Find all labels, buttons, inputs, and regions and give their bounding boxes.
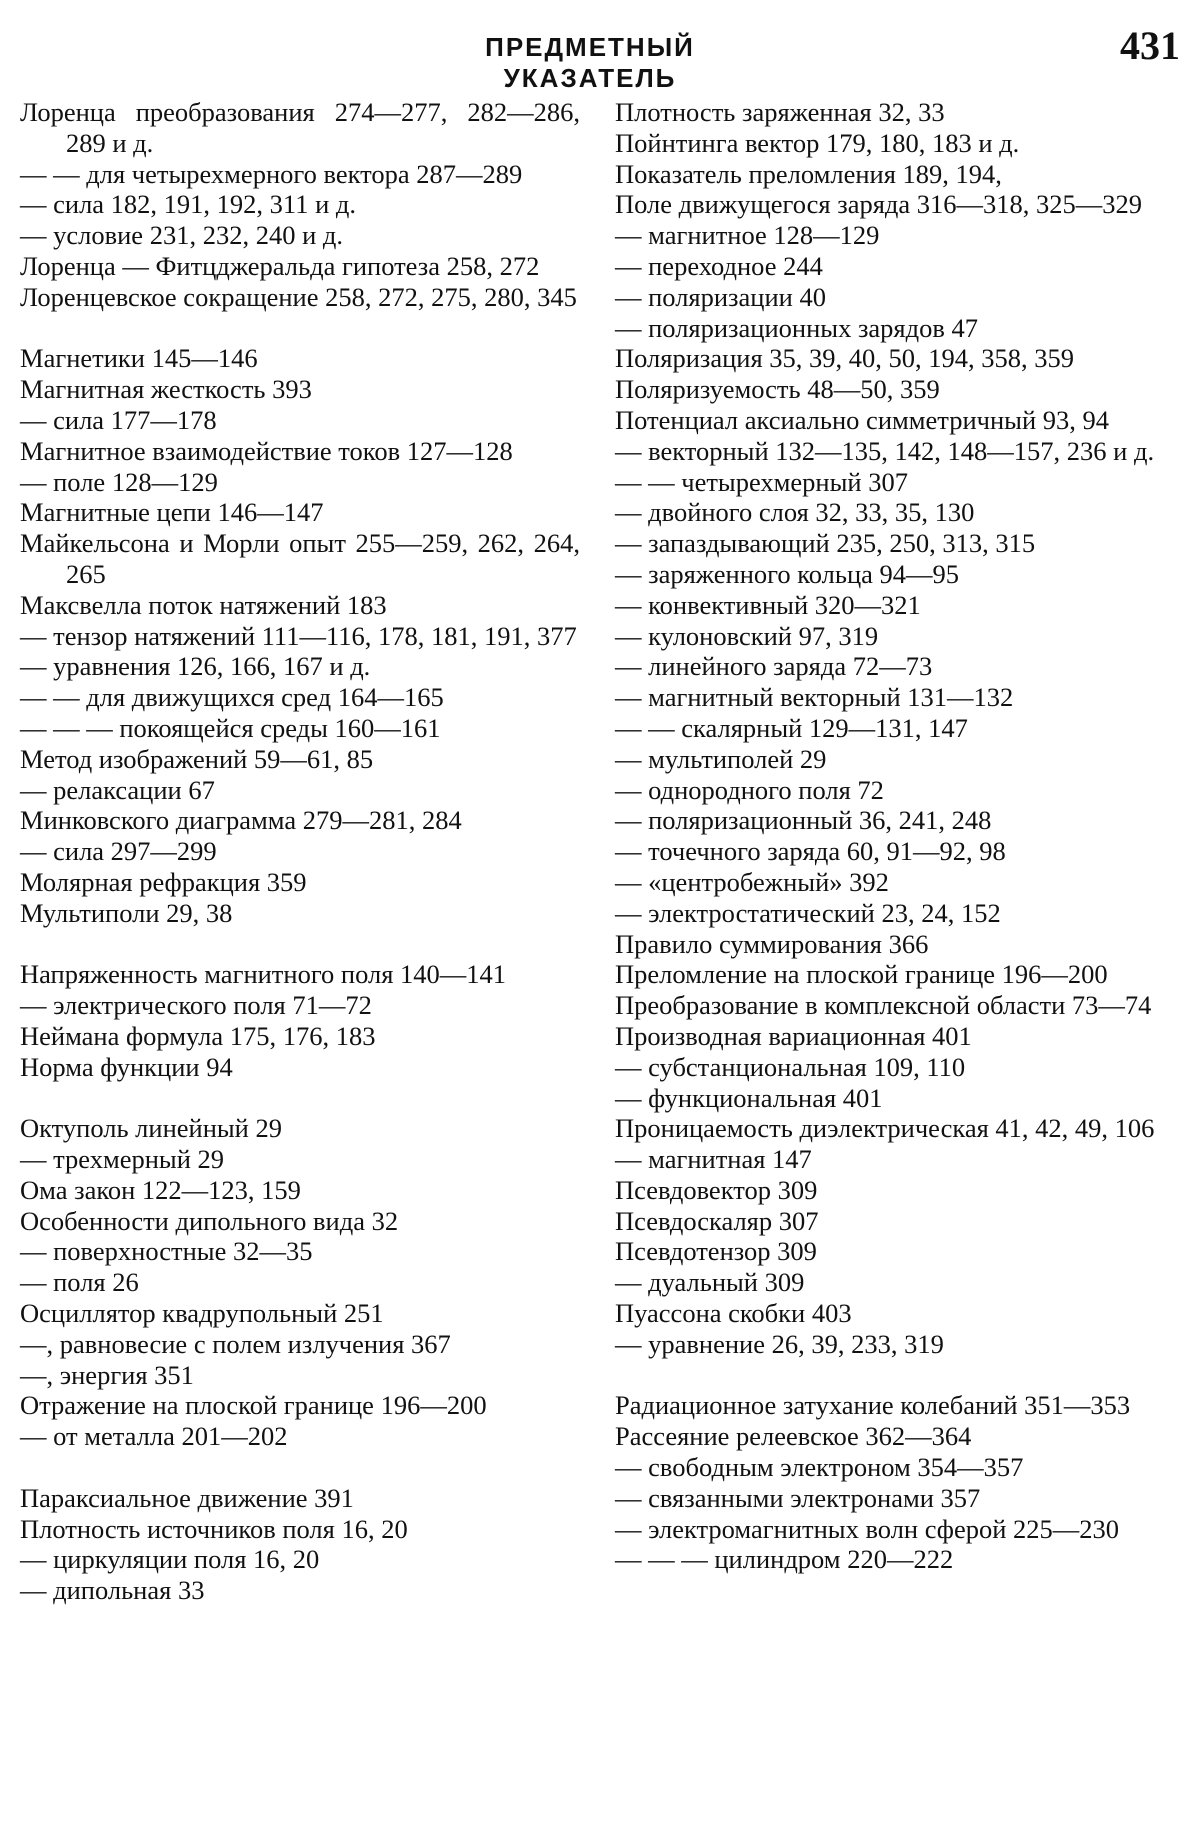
index-entry: — линейного заряда 72—73	[615, 651, 933, 682]
index-entry: —, энергия 351	[20, 1359, 194, 1390]
index-entry: — сила 177—178	[20, 404, 217, 435]
index-entry: Поле движущегося заряда 316—318, 325—329	[615, 189, 1143, 220]
index-gap	[20, 1083, 580, 1114]
index-entry: — двойного слоя 32, 33, 35, 130	[615, 497, 975, 528]
index-entry: Рассеяние релеевское 362—364	[615, 1421, 972, 1452]
index-entry: Мультиполи 29, 38	[20, 897, 233, 928]
index-entry: — поверхностные 32—35	[20, 1236, 313, 1267]
index-entry: — связанными электронами 357	[615, 1482, 981, 1513]
index-entry: — функциональная 401	[615, 1082, 883, 1113]
index-entry: Пойнтинга вектор 179, 180, 183 и д.	[615, 127, 1020, 158]
index-entry: Плотность источников поля 16, 20	[20, 1513, 408, 1544]
index-entry: — магнитный векторный 131—132	[615, 682, 1014, 713]
index-entry: Напряженность магнитного поля 140—141	[20, 959, 507, 990]
index-entry: Потенциал аксиально симметричный 93, 94	[615, 404, 1110, 435]
index-gap	[20, 929, 580, 960]
page-number: 431	[1120, 23, 1180, 68]
index-entry: Поляризуемость 48—50, 359	[615, 374, 940, 405]
index-entry: Магнитное взаимодействие токов 127—128	[20, 435, 513, 466]
index-entry: — электромагнитных волн сферой 225—230	[615, 1513, 1120, 1544]
index-entry: — условие 231, 232, 240 и д.	[20, 220, 343, 251]
index-entry: Параксиальное движение 391	[20, 1482, 354, 1513]
index-entry: Правило суммирования 366	[615, 928, 929, 959]
index-column-left	[20, 97, 580, 1606]
index-entry: Отражение на плоской границе 196—200	[20, 1390, 487, 1421]
index-entry: Минковского диаграмма 279—281, 284	[20, 805, 462, 836]
index-entry: — тензор натяжений 111—116, 178, 181, 191, 377	[20, 620, 577, 651]
index-entry: —, равновесие с полем излучения 367	[20, 1328, 451, 1359]
index-entry: — — для четырехмерного вектора 287—289	[20, 158, 523, 189]
index-entry: — релаксации 67	[20, 774, 215, 805]
index-entry: — поля 26	[20, 1267, 139, 1298]
index-entry: Особенности дипольного вида 32	[20, 1205, 399, 1236]
index-entry: — — четырехмерный 307	[615, 466, 908, 497]
index-entry: Максвелла поток натяжений 183	[20, 589, 387, 620]
index-entry: Осциллятор квадрупольный 251	[20, 1298, 384, 1329]
index-entry: Магнетики 145—146	[20, 343, 258, 374]
index-entry: Октуполь линейный 29	[20, 1113, 282, 1144]
index-entry: — поляризации 40	[615, 281, 826, 312]
index-entry: — свободным электроном 354—357	[615, 1452, 1024, 1483]
index-entry: — однородного поля 72	[615, 774, 884, 805]
index-entry: — точечного заряда 60, 91—92, 98	[615, 836, 1006, 867]
index-entry: — кулоновский 97, 319	[615, 620, 879, 651]
index-entry: — магнитное 128—129	[615, 220, 880, 251]
index-entry: Магнитные цепи 146—147	[20, 497, 324, 528]
index-gap	[20, 1452, 580, 1483]
index-entry: Псевдовектор 309	[615, 1174, 818, 1205]
index-entry: — магнитная 147	[615, 1144, 812, 1175]
index-entry: — заряженного кольца 94—95	[615, 558, 960, 589]
index-entry: Молярная рефракция 359	[20, 866, 307, 897]
index-entry: — поляризационный 36, 241, 248	[615, 805, 992, 836]
index-entry: Псевдоскаляр 307	[615, 1205, 819, 1236]
index-entry: — переходное 244	[615, 250, 823, 281]
index-entry: — сила 297—299	[20, 836, 217, 867]
index-entry: Показатель преломления 189, 194,	[615, 158, 1002, 189]
index-entry: Псевдотензор 309	[615, 1236, 817, 1267]
index-entry: Проницаемость диэлектрическая 41, 42, 49, 106	[615, 1113, 1155, 1144]
index-entry: Норма функции 94	[20, 1051, 233, 1082]
index-entry: Радиационное затухание колебаний 351—353	[615, 1390, 1131, 1421]
index-gap	[20, 313, 580, 344]
index-entry: Магнитная жесткость 393	[20, 374, 312, 405]
index-entry: — поле 128—129	[20, 466, 218, 497]
index-entry: Поляризация 35, 39, 40, 50, 194, 358, 359	[615, 343, 1075, 374]
index-entry: Метод изображений 59—61, 85	[20, 743, 374, 774]
index-entry: Преломление на плоской границе 196—200	[615, 959, 1108, 990]
index-entry: Лоренца преобразования 274—277, 282—286, 289 и д.	[20, 97, 580, 158]
index-entry: — — — покоящейся среды 160—161	[20, 712, 441, 743]
index-entry: — векторный 132—135, 142, 148—157, 236 и д.	[615, 435, 1155, 466]
index-entry: Лоренца — Фитцджеральда гипотеза 258, 272	[20, 250, 540, 281]
index-entry: — «центробежный» 392	[615, 866, 889, 897]
index-entry: — электрического поля 71—72	[20, 990, 372, 1021]
index-entry: Неймана формула 175, 176, 183	[20, 1020, 376, 1051]
index-entry: Плотность заряженная 32, 33	[615, 97, 945, 127]
index-entry: — — — цилиндром 220—222	[615, 1544, 954, 1575]
index-entry: — уравнение 26, 39, 233, 319	[615, 1328, 944, 1359]
page-header	[0, 22, 1200, 92]
index-entry: — конвективный 320—321	[615, 589, 921, 620]
running-title: ПРЕДМЕТНЫЙ УКАЗАТЕЛЬ	[485, 32, 695, 93]
index-entry: Преобразование в комплексной области 73—74	[615, 990, 1152, 1021]
index-entry: — электростатический 23, 24, 152	[615, 897, 1001, 928]
index-entry: Пуассона скобки 403	[615, 1298, 852, 1329]
index-entry: — поляризационных зарядов 47	[615, 312, 978, 343]
index-entry: Ома закон 122—123, 159	[20, 1174, 301, 1205]
index-entry: Лоренцевское сокращение 258, 272, 275, 280, 345	[20, 281, 577, 312]
index-entry: Производная вариационная 401	[615, 1020, 972, 1051]
index-entry: — дипольная 33	[20, 1575, 205, 1606]
index-entry: — трехмерный 29	[20, 1144, 225, 1175]
index-entry: — уравнения 126, 166, 167 и д.	[20, 651, 371, 682]
index-column-right	[615, 97, 1175, 1575]
index-entry: — — скалярный 129—131, 147	[615, 712, 968, 743]
index-entry: — запаздывающий 235, 250, 313, 315	[615, 528, 1036, 559]
index-entry: — циркуляции поля 16, 20	[20, 1544, 320, 1575]
index-entry: Майкельсона и Морли опыт 255—259, 262, 264, 265	[20, 528, 580, 589]
index-entry: — субстанциональная 109, 110	[615, 1051, 966, 1082]
index-entry: — от металла 201—202	[20, 1421, 288, 1452]
index-gap	[615, 1360, 1175, 1391]
index-entry: — сила 182, 191, 192, 311 и д.	[20, 189, 356, 220]
index-entry: — дуальный 309	[615, 1267, 805, 1298]
index-entry: — — для движущихся сред 164—165	[20, 682, 444, 713]
index-entry: — мультиполей 29	[615, 743, 827, 774]
